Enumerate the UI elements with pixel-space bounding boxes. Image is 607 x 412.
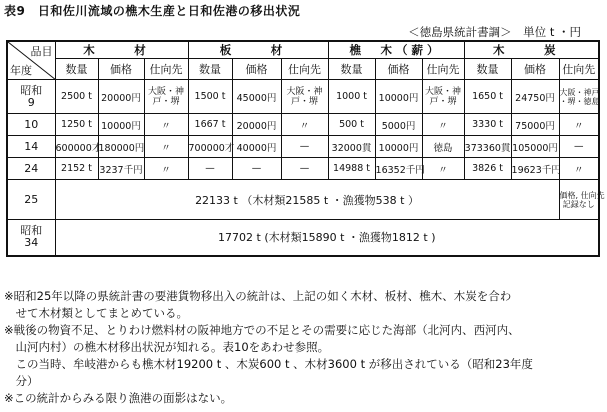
column-header: 仕向先 xyxy=(422,59,464,80)
table-cell: 600000才 xyxy=(55,136,98,158)
table-cell: 〃 xyxy=(422,158,464,180)
column-header: 数量 xyxy=(464,59,511,80)
table-cell: 1667 t xyxy=(188,114,232,136)
table-cell: 1500 t xyxy=(188,80,232,114)
table-row xyxy=(7,220,599,256)
year-cell: 25 xyxy=(7,180,55,220)
column-header: 価格 xyxy=(511,59,559,80)
table-cell: 700000才 xyxy=(188,136,232,158)
note-line: 山河内村）の樵木材移出状況が知れる。表10をあわせ参照。 xyxy=(4,340,330,354)
merged-total-cell: 17702 t (木材類15890 t ・漁獲物1812 t ) xyxy=(55,220,599,256)
table-cell: 2152 t xyxy=(55,158,98,180)
no-record-note: 価格, 仕向先 記録なし xyxy=(559,180,599,220)
table-cell: 2500 t xyxy=(55,80,98,114)
table-cell: 20000円 xyxy=(232,114,281,136)
table-row xyxy=(7,136,599,158)
column-header: 数量 xyxy=(55,59,98,80)
column-header: 価格 xyxy=(98,59,144,80)
table-cell: 大阪・神 戸・堺 xyxy=(281,80,328,114)
table-cell: 〃 xyxy=(559,114,599,136)
table-cell: 40000円 xyxy=(232,136,281,158)
table-cell: 1000 t xyxy=(328,80,375,114)
table-cell: 〃 xyxy=(422,114,464,136)
year-cell: 14 xyxy=(7,136,55,158)
table-cell: 3330 t xyxy=(464,114,511,136)
source-and-unit: ＜徳島県統計書調＞ 単位 t ・円 xyxy=(408,25,581,39)
column-header: 仕向先 xyxy=(281,59,328,80)
corner-header xyxy=(7,41,55,80)
table-row xyxy=(7,80,599,114)
table-cell: 〃 xyxy=(144,158,188,180)
table-cell: 10000円 xyxy=(375,80,422,114)
table-cell: 1250 t xyxy=(55,114,98,136)
table-cell: — xyxy=(281,158,328,180)
note-line: この当時、牟岐港からも樵木材19200 t 、木炭600 t 、木材3600 t が移出されている（昭和23年度 xyxy=(4,357,533,371)
table-cell: 105000円 xyxy=(511,136,559,158)
table-cell: 20000円 xyxy=(98,80,144,114)
table-cell: 24750円 xyxy=(511,80,559,114)
table-cell: 16352千円 xyxy=(375,158,422,180)
table-cell: 3237千円 xyxy=(98,158,144,180)
note-line: ※戦後の物資不足、とりわけ燃料材の阪神地方での不足とその需要に応じた海部（北河内、西河内、 xyxy=(4,323,520,337)
notes xyxy=(4,288,604,407)
note-line: ※昭和25年以降の県統計書の要港貨物移出入の統計は、上記の如く木材、板材、樵木、木炭を合わ xyxy=(4,289,512,303)
column-header: 価格 xyxy=(375,59,422,80)
table-cell: 10000円 xyxy=(375,136,422,158)
group-header: 木 材 xyxy=(55,41,188,59)
table-cell: 373360貫 xyxy=(464,136,511,158)
table-cell: 〃 xyxy=(144,136,188,158)
group-header: 樵 木（薪） xyxy=(328,41,464,59)
column-header: 数量 xyxy=(328,59,375,80)
table-cell: 大阪・神戸 ・堺・徳島 xyxy=(559,80,599,114)
table-cell: 〃 xyxy=(281,114,328,136)
column-header: 数量 xyxy=(188,59,232,80)
table-cell: 大阪・神 戸・堺 xyxy=(422,80,464,114)
table-cell: 500 t xyxy=(328,114,375,136)
table-cell: 45000円 xyxy=(232,80,281,114)
table-cell: — xyxy=(559,136,599,158)
table-cell: 〃 xyxy=(144,114,188,136)
corner-top-label: 品目 xyxy=(30,45,53,58)
table-cell: 32000貫 xyxy=(328,136,375,158)
table-cell: 徳島 xyxy=(422,136,464,158)
table-row xyxy=(7,114,599,136)
table-row xyxy=(7,180,599,220)
column-header: 仕向先 xyxy=(144,59,188,80)
table-cell: — xyxy=(232,158,281,180)
note-line: ※この統計からみる限り漁港の面影はない。 xyxy=(4,391,233,405)
note-line: 分） xyxy=(4,374,39,388)
table-cell: 〃 xyxy=(559,158,599,180)
table-cell: 5000円 xyxy=(375,114,422,136)
table-cell: 1650 t xyxy=(464,80,511,114)
group-header: 木 炭 xyxy=(464,41,599,59)
note-line: せて木材類としてまとめている。 xyxy=(4,306,188,320)
column-header: 価格 xyxy=(232,59,281,80)
year-cell: 昭和 9 xyxy=(7,80,55,114)
table-cell: — xyxy=(188,158,232,180)
table-cell: 大阪・神 戸・堺 xyxy=(144,80,188,114)
table-cell: 75000円 xyxy=(511,114,559,136)
year-cell: 24 xyxy=(7,158,55,180)
table-row xyxy=(7,158,599,180)
column-header: 仕向先 xyxy=(559,59,599,80)
table-cell: — xyxy=(281,136,328,158)
table-cell: 14988 t xyxy=(328,158,375,180)
merged-total-cell: 22133 t （木材類21585 t ・漁獲物538 t ） xyxy=(55,180,559,220)
table-cell: 10000円 xyxy=(98,114,144,136)
table-cell: 19623千円 xyxy=(511,158,559,180)
group-header: 板 材 xyxy=(188,41,328,59)
data-table xyxy=(6,40,605,257)
corner-bottom-label: 年度 xyxy=(10,64,32,77)
year-cell: 昭和 34 xyxy=(7,220,55,256)
table-cell: 180000円 xyxy=(98,136,144,158)
table-cell: 3826 t xyxy=(464,158,511,180)
year-cell: 10 xyxy=(7,114,55,136)
table-title: 表9 日和佐川流域の樵木生産と日和佐港の移出状況 xyxy=(4,4,301,18)
